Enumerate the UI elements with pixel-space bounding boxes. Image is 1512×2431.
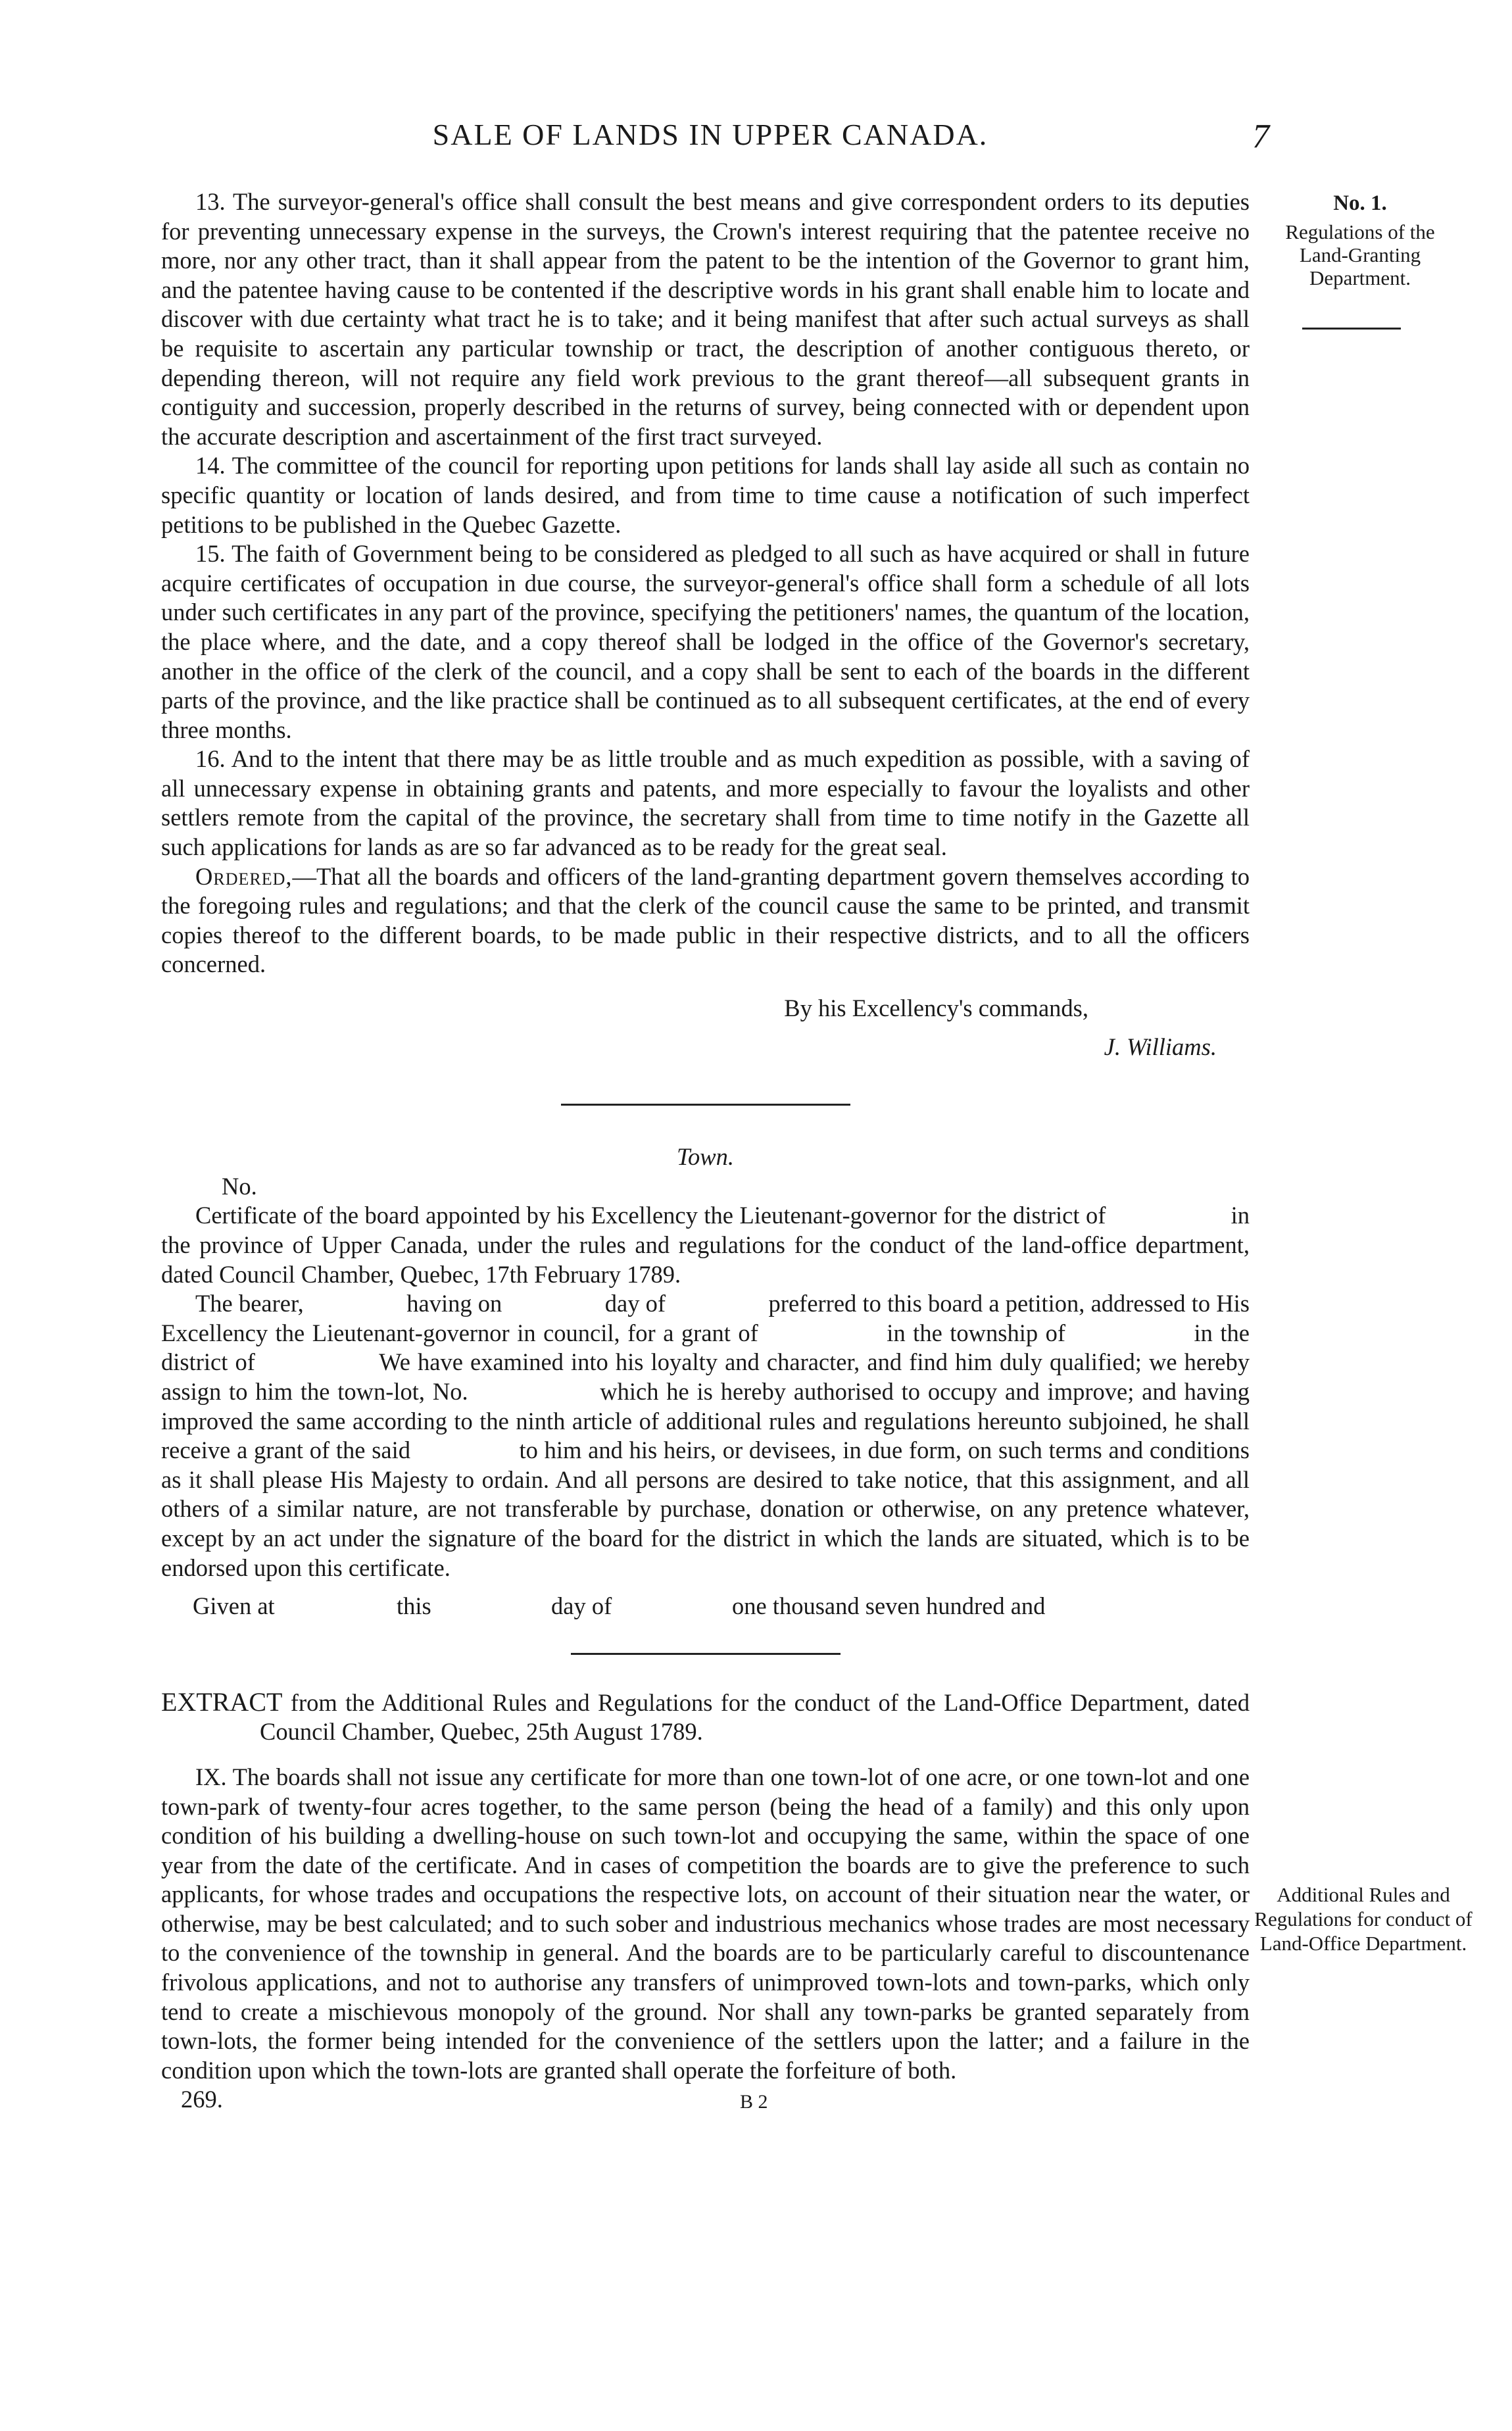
main-text bbox=[161, 187, 1256, 2115]
regulation-text: The surveyor-general's office shall consult the best means and give correspondent orders to its deputies for preventing unnecessary expense in the surveys, the Crown's interest requiring that the patentee receive no more, nor any other tract, than it shall appear from the patent to be the intention of the Governor to grant him, and the patentee having cause to be contented if the descriptive words in his grant shall enable him to locate and discover with due certainty what tract he is to take; and it being manifest that after such actual surveys as shall be requisite to ascertain any particular township or tract, the description of another contiguous thereto, or depending thereon, will not require any field work previous to the grant thereof—all subsequent grants in contiguity and succession, properly described in the returns of survey, being connected with or dependent upon the accurate description and ascertainment of the first tract surveyed. bbox=[161, 188, 1250, 450]
ordered-text: —That all the boards and officers of the land-granting department govern themselves according to the foregoing rules and regulations; and that the clerk of the council cause the same to be printed, and transmit copies thereof to the different boards, to be made public in their respective districts, and to all the officers concerned. bbox=[161, 862, 1250, 978]
regulation-text: The faith of Government being to be considered as pledged to all such as have acquired or shall in future acquire certificates of occupation in due course, the surveyor-general's office shall form a schedule of all lots under such certificates in any part of the province, specifying the petitioners' names, the quantum of the location, the place where, and the date, and a copy thereof shall be lodged in the office of the Governor's secretary, another in the office of the clerk of the council, and a copy shall be sent to each of the boards in the different parts of the province, and the like practice shall be continued as to all subsequent certificates, at the end of every three months. bbox=[161, 540, 1250, 743]
certificate-given-line bbox=[161, 1592, 1250, 1621]
certificate-paragraph-2: The bearer, having on day of preferred to this board a petition, addressed to His Excellency the Lieutenant-governor in council, for a grant of in the township of in the district of We have examined into his loyalty and character, and find him duly qualified; we hereby assign to him the town-lot, No. which he is hereby authorised to occupy and improve; and having improved the same according to the ninth article of additional rules and regulations hereunto subjoined, he shall receive a grant of the said to him and his heirs, or devisees, in due form, on such terms and conditions as it shall please His Majesty to ordain. And all persons are desired to take notice, that this assignment, and all others of a similar nature, are not transferable by purchase, donation or otherwise, on any pretence whatever, except by an act under the signature of the board for the district in which the lands are situated, which is to be endorsed upon this certificate. bbox=[161, 1290, 1256, 1581]
extract-lead: EXTRACT bbox=[161, 1686, 283, 1717]
certificate-heading: Town. bbox=[677, 1143, 734, 1171]
page-footer bbox=[161, 2085, 1250, 2115]
given-at: Given at bbox=[193, 1592, 275, 1620]
folio-number: 269. bbox=[181, 2086, 223, 2113]
sidenote-number: No. 1. bbox=[1333, 191, 1387, 215]
regulation-number: 15. bbox=[195, 540, 226, 568]
given-day-of: day of bbox=[551, 1592, 612, 1620]
signature-mark: B 2 bbox=[740, 2091, 768, 2113]
article-text: The boards shall not issue any certificate for more than one town-lot of one acre, or one town-lot and one town-park of twenty-four acres together, to the same person (being the head of a family) and this only upon condition of his building a dwelling-house on such town-lot and occupying the same, within the space of one year from the date of the certificate. And in cases of competition the boards are to give the preference to such applicants, for whose trades and occupations the respective lots, on account of their situation near the water, or otherwise, may be best calculated; and to such sober and industrious mechanics whose trades are most necessary to the convenience of the township in general. And the boards are to be particularly careful to discountenance frivolous applications, and not to authorise any transfers of unimproved town-lots and town-parks, which only tend to create a mischievous monopoly of the ground. Nor shall any town-parks be granted separately from town-lots, the former being intended for the convenience of the settlers upon the latter; and a failure in the condition upon which the town-lots are granted shall operate the forfeiture of both. bbox=[161, 1763, 1250, 2084]
extract-title bbox=[161, 1688, 1250, 1747]
sidenote-regulations bbox=[1261, 192, 1459, 289]
article-number: IX. bbox=[195, 1763, 227, 1790]
regulation-number: 16. bbox=[195, 745, 226, 773]
page-header bbox=[158, 117, 1269, 157]
sidenote-divider bbox=[1302, 328, 1401, 330]
regulation-13 bbox=[161, 187, 1250, 451]
regulation-number: 13. bbox=[195, 188, 226, 215]
regulation-text: And to the intent that there may be as little trouble and as much expedition as possible, with a saving of all unnecessary expense in obtaining grants and patents, and more especially to favour the loyalists and other settlers remote from the capital of the province, the secretary shall from time to time notify in the Gazette all such applications for lands as are so far advanced as to be ready for the great seal. bbox=[161, 745, 1250, 861]
given-this: this bbox=[397, 1592, 431, 1620]
sidenote-additional-rules: Additional Rules and Regulations for conduct of Land-Office Department. bbox=[1254, 1883, 1473, 1955]
regulation-14 bbox=[161, 451, 1250, 539]
given-year: one thousand seven hundred and bbox=[732, 1592, 1046, 1620]
regulation-16 bbox=[161, 745, 1250, 862]
running-title: SALE OF LANDS IN UPPER CANADA. bbox=[432, 118, 988, 151]
page-number: 7 bbox=[1252, 118, 1269, 155]
sidenote-text: Regulations of the Land-Granting Department. bbox=[1285, 220, 1435, 289]
regulation-text: The committee of the council for reporting upon petitions for lands shall lay aside all such as contain no specific quantity or location of lands desired, and from time to time cause a notification of such imperfect petitions to be published in the Quebec Gazette. bbox=[161, 452, 1250, 538]
signature-line: By his Excellency's commands, bbox=[784, 994, 1088, 1022]
extract-title-text: from the Additional Rules and Regulations for the conduct of the Land-Office Department, dated Council Chamber, Quebec, 25th August 1789. bbox=[260, 1688, 1250, 1746]
article-ix bbox=[161, 1763, 1250, 2086]
signer-name: J. Williams. bbox=[1104, 1033, 1217, 1060]
ordered-lead: Ordered, bbox=[195, 862, 293, 890]
certificate-number-label: No. bbox=[222, 1172, 257, 1200]
certificate-paragraph-1: Certificate of the board appointed by his Excellency the Lieutenant-governor for the district of in the province of Upper Canada, under the rules and regulations for the conduct of the land-office department, dated Council Chamber, Quebec, 17th February 1789. bbox=[161, 1202, 1256, 1288]
regulation-number: 14. bbox=[195, 452, 226, 479]
ordered-paragraph bbox=[161, 862, 1250, 979]
regulation-15 bbox=[161, 539, 1250, 745]
